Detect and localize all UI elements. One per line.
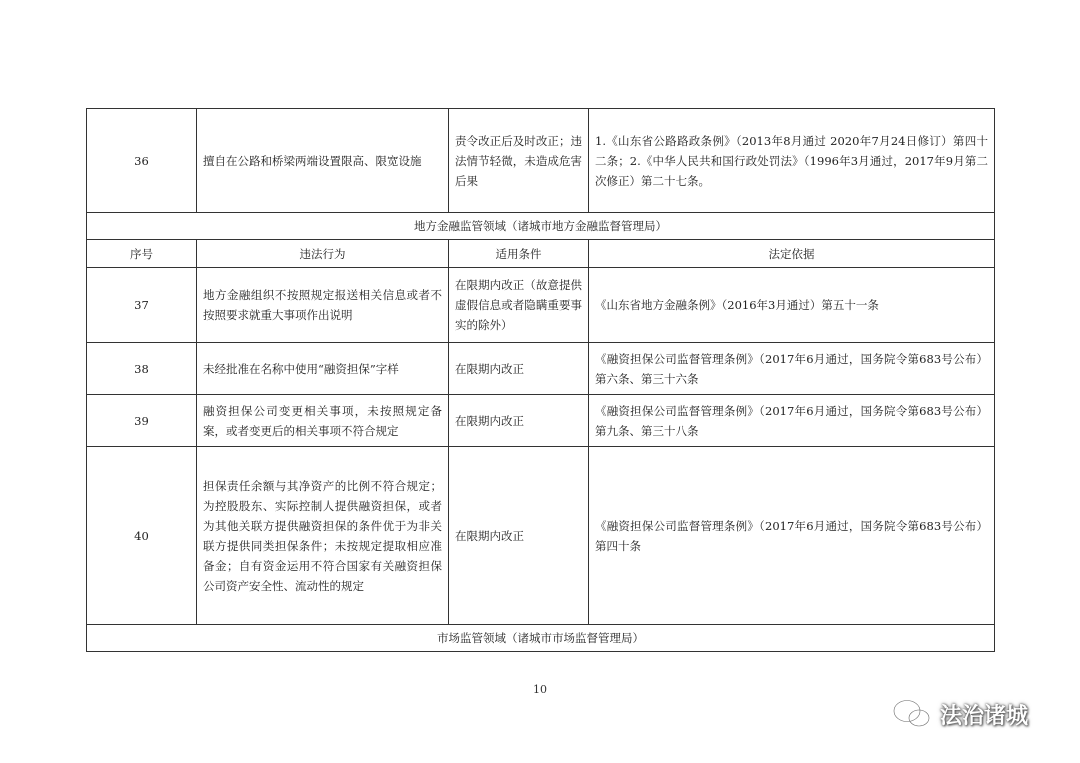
section-title-market: 市场监管领域（诸城市市场监督管理局）: [87, 625, 995, 652]
row-number: 38: [87, 343, 197, 395]
section-title-row: [87, 625, 995, 652]
watermark-text: 法治诸城: [940, 703, 1029, 729]
row-number: 36: [87, 109, 197, 213]
applicable-condition: 在限期内改正: [449, 447, 589, 625]
legal-basis: 《融资担保公司监督管理条例》（2017年6月通过，国务院令第683号公布）第六条、第三十六条: [589, 343, 995, 395]
table-row: [87, 395, 995, 447]
section-title-row: [87, 213, 995, 240]
row-number: 39: [87, 395, 197, 447]
legal-basis: 《融资担保公司监督管理条例》（2017年6月通过，国务院令第683号公布）第九条、第三十八条: [589, 395, 995, 447]
violation-act: 擅自在公路和桥梁两端设置限高、限宽设施: [197, 109, 449, 213]
page-number: 10: [533, 683, 547, 696]
legal-basis: 1.《山东省公路路政条例》（2013年8月通过 2020年7月24日修订）第四十二条；2.《中华人民共和国行政处罚法》（1996年3月通过，2017年9月第二次修正）第二十七条。: [589, 109, 995, 213]
applicable-condition: 责令改正后及时改正；违法情节轻微，未造成危害后果: [449, 109, 589, 213]
header-act: 违法行为: [197, 240, 449, 268]
violation-act: 融资担保公司变更相关事项，未按照规定备案，或者变更后的相关事项不符合规定: [197, 395, 449, 447]
header-condition: 适用条件: [449, 240, 589, 268]
legal-basis: 《山东省地方金融条例》（2016年3月通过）第五十一条: [589, 268, 995, 343]
applicable-condition: 在限期内改正: [449, 395, 589, 447]
table-row: [87, 268, 995, 343]
applicable-condition: 在限期内改正（故意提供虚假信息或者隐瞒重要事实的除外）: [449, 268, 589, 343]
legal-basis: 《融资担保公司监督管理条例》（2017年6月通过，国务院令第683号公布）第四十条: [589, 447, 995, 625]
row-number: 37: [87, 268, 197, 343]
table-row: [87, 109, 995, 213]
table-header-row: [87, 240, 995, 268]
table-row: [87, 343, 995, 395]
wechat-icon: [892, 698, 932, 730]
section-title-finance: 地方金融监管领域（诸城市地方金融监督管理局）: [87, 213, 995, 240]
violation-act: 地方金融组织不按照规定报送相关信息或者不按照要求就重大事项作出说明: [197, 268, 449, 343]
violation-act: 担保责任余额与其净资产的比例不符合规定；为控股股东、实际控制人提供融资担保，或者为其他关联方提供融资担保的条件优于为非关联方提供同类担保条件；未按规定提取相应准备金；自有资金运用不符合国家有关融资担保公司资产安全性、流动性的规定: [197, 447, 449, 625]
header-number: 序号: [87, 240, 197, 268]
account-watermark: [892, 698, 1028, 730]
header-basis: 法定依据: [589, 240, 995, 268]
row-number: 40: [87, 447, 197, 625]
table-row: [87, 447, 995, 625]
applicable-condition: 在限期内改正: [449, 343, 589, 395]
penalty-table: [86, 108, 995, 652]
violation-act: 未经批准在名称中使用“融资担保”字样: [197, 343, 449, 395]
